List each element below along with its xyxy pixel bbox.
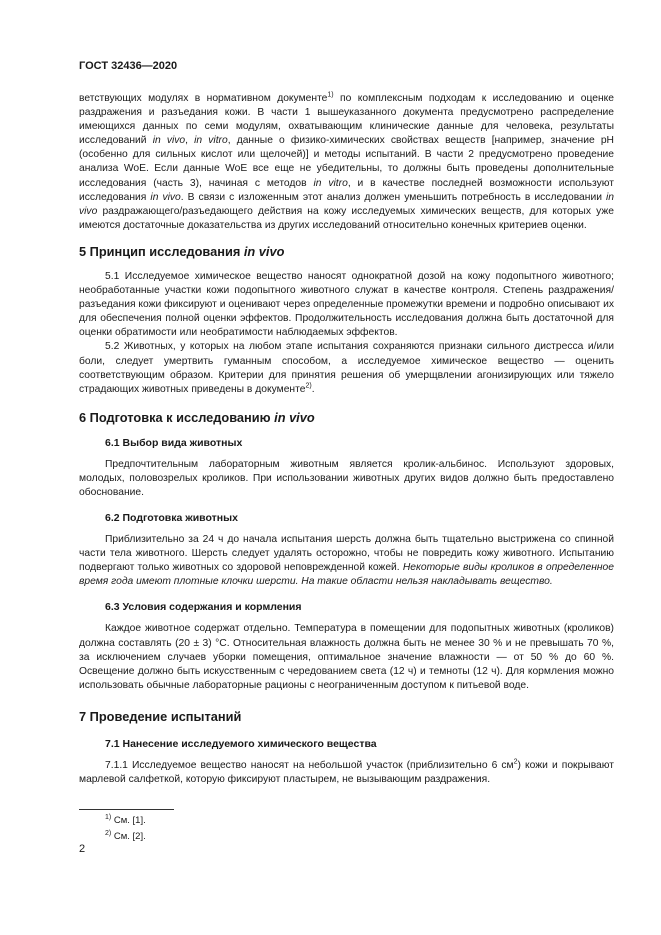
page-number: 2 — [79, 843, 86, 855]
subsection-6-2-title: 6.2 Подготовка животных — [105, 512, 238, 525]
section-7-title: 7 Проведение испытаний — [79, 708, 242, 724]
subsection-6-2-text: Приблизительно за 24 ч до начала испытания шерсть должна быть тщательно выстрижена со спинной части тела животного. Шерсть следует удалять осторожно, чтобы не повредить кожу животного. Испытанию подвергают только животных со здоровой неповрежденной кожей. Некоторые виды кроликов в определенное время года имеют плотные клочки шерсти. На такие области нельзя накладывать вещество. — [79, 534, 614, 588]
footnote-ref-1[interactable]: 1) — [327, 91, 334, 99]
intro-paragraph: ветствующих модулях в нормативном документе$^{1)}$ по комплексным подходам к исследованию и оценке раздражения и разъедания кожи. В части 1 вышеуказанного документа предусмотрено распределение имеющихся данных по семи модулям, охватывающим клинические данные для человека, результаты исследований in vivo, in vitro, данные о физико-химических свойствах веществ [например, значение pH (особенно для сильных кислот или щелочей)] и методы испытаний. В части 2 предусмотрено проведение анализа WoE. Если данные WoE все еще не убедительны, то должны быть проведены дополнительные исследования (часть 3), начиная с методов in vitro, и в качестве последней возможности используют исследования in vivo. В связи с изложенным этот анализ должен уменьшить потребность в исследовании in vivo раздражающего/разъедающего действия на кожу исследуемых химических веществ, для которых уже имеются достаточные доказательства из других исследований относительно конечных критериев оценки. — [79, 91, 615, 231]
document-header: ГОСТ 32436—2020 — [79, 60, 178, 72]
subsection-7-1-title: 7.1 Нанесение исследуемого химического вещества — [105, 737, 377, 750]
clause-5-2: 5.2 Животных, у которых на любом этапе испытания сохраняются признаки сильного дистресса и/или боли, следует умертвить гуманным способом, а исследуемое химическое вещество — оценить соответствующим образом. Критерии для принятия решения об умерщвлении агонизирующих или тяжело страдающих животных приведены в документе$^{2)}$. — [79, 341, 614, 395]
subsection-6-1-title: 6.1 Выбор вида животных — [105, 436, 243, 449]
footnote-ref-2[interactable]: 2) — [305, 382, 312, 390]
clause-7-1-1: 7.1.1 Исследуемое вещество наносят на небольшой участок (приблизительно 6 $см^2$) кожи и покрывают марлевой салфеткой, которую фиксируют пластырем, не вызывающим раздражения. — [79, 758, 614, 785]
subsection-6-1-text: Предпочтительным лабораторным животным является кролик-альбинос. Используют здоровых, молодых, половозрелых кроликов. При использовании животных других видов должно быть предоставлено обоснование. — [79, 458, 614, 498]
footnote-divider — [79, 809, 174, 810]
footnote-1: $^{1)}$ См. [1]. — [105, 813, 146, 826]
clause-5-1: 5.1 Исследуемое химическое вещество наносят однократной дозой на кожу подопытного животного; необработанные участки кожи подопытного животного служат в качестве контроля. Степень раздражения/разъедания кожи фиксируют и оценивают через определенные промежутки времени и подробно описывают их для обеспечения полной оценки эффектов. Продолжительность исследования должна быть достаточной для оценки обратимости или необратимости наблюдаемых эффектов. — [79, 270, 614, 339]
section-5-title: 5 Принцип исследования in vivo — [79, 243, 285, 259]
section-6-title: 6 Подготовка к исследованию in vivo — [79, 409, 315, 425]
subsection-6-3-text: Каждое животное содержат отдельно. Температура в помещении для подопытных животных (кроликов) должна составлять (20 ± 3) °C. Относительная влажность должна быть не менее 30 % и не превышать 70 %, за исключением случаев уборки помещения, оптимальное значение влажности — от 50 % до 60 %. Освещение должно быть искусственным с чередованием света (12 ч) и темноты (12 ч). Для кормления можно использовать обычные лабораторные рационы с неограниченным доступом к питьевой воде. — [79, 623, 614, 691]
document-body — [79, 92, 614, 787]
footnotes — [105, 813, 146, 845]
subsection-6-3-title: 6.3 Условия содержания и кормления — [105, 601, 302, 614]
footnote-2: $^{2)}$ См. [2]. — [105, 829, 146, 842]
